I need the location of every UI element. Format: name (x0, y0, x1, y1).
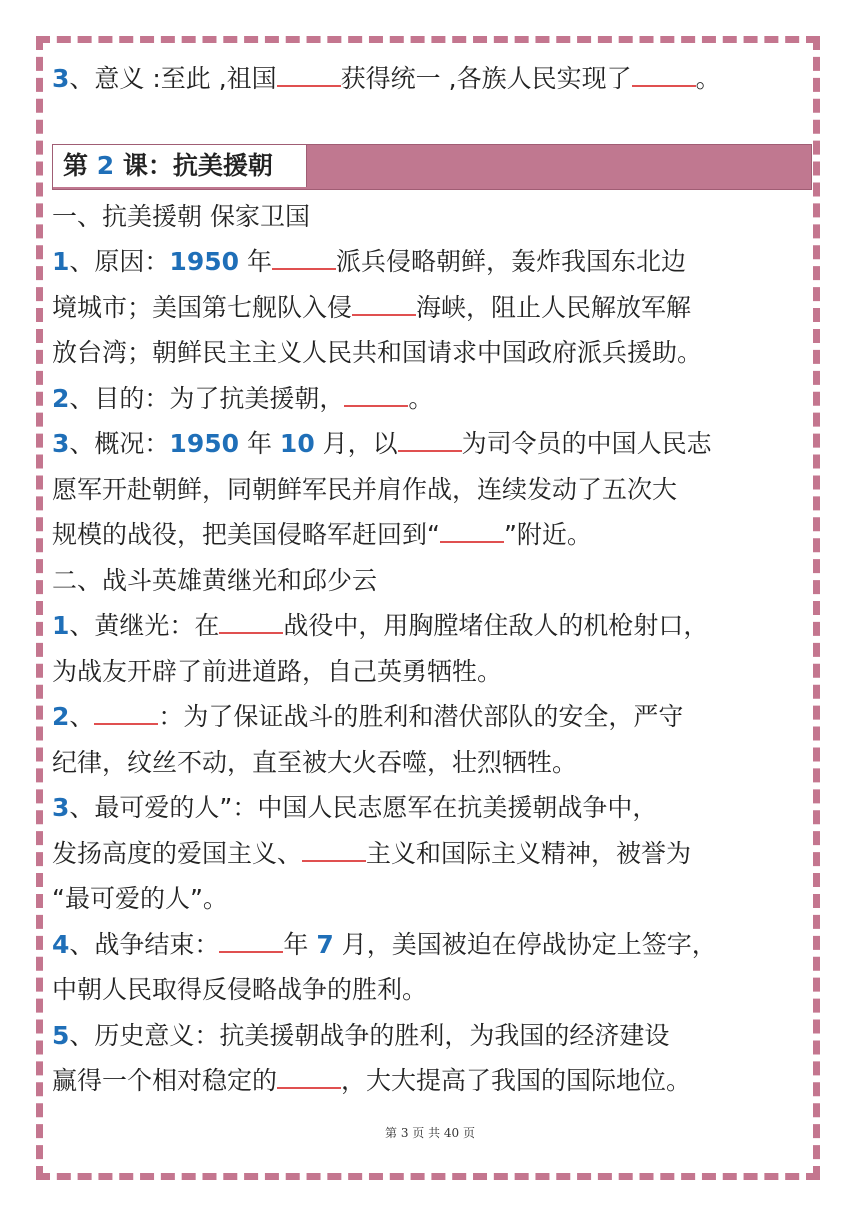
fill-blank[interactable] (277, 58, 341, 87)
fill-blank[interactable] (440, 514, 504, 543)
fill-blank[interactable] (302, 833, 366, 862)
item-most-lovable: 3、最可爱的人”：中国人民志愿军在抗美援朝战争中， (52, 793, 658, 822)
item-war-end: 4、战争结束： 年 7 月，美国被迫在停战协定上签字， (52, 922, 812, 968)
line-significance: 3、意义 :至此 ,祖国 获得统一 ,各族人民实现了 。 (52, 56, 812, 102)
fill-blank[interactable] (219, 924, 283, 953)
fill-blank[interactable] (352, 287, 416, 316)
fill-blank[interactable] (219, 605, 283, 634)
fill-blank[interactable] (632, 58, 696, 87)
page-footer: 第 3 页 共 40 页 (385, 1126, 475, 1140)
item-purpose: 2、目的：为了抗美援朝， 。 (52, 376, 812, 422)
lesson-title: 第 2 课：抗美援朝 (53, 145, 307, 187)
fill-blank[interactable] (94, 696, 158, 725)
fill-blank[interactable] (398, 423, 462, 452)
section-heading-2: 二、战斗英雄黄继光和邱少云 (52, 565, 378, 595)
fill-blank[interactable] (344, 378, 408, 407)
lesson-header-bar (52, 144, 812, 190)
item-qiu-shaoyun: 2、 ：为了保证战斗的胜利和潜伏部队的安全，严守 (52, 694, 812, 740)
item-significance: 5、历史意义：抗美援朝战争的胜利，为我国的经济建设 (52, 1020, 670, 1050)
section-heading-1: 一、抗美援朝 保家卫国 (52, 201, 310, 231)
item-cause: 1、原因：1950 年 派兵侵略朝鲜，轰炸我国东北边 (52, 239, 812, 285)
worksheet-content: 3、意义 :至此 ,祖国 获得统一 ,各族人民实现了 。 第 2 课：抗美援朝 一、抗美援朝 保家卫国 1、原因：1950 年 派兵侵略朝鲜，轰炸我国东北边 境城市；美国第七舰队入侵 海峡，阻止人民解放军解 放台湾；朝鲜民主主义人民共和国请求中国政府派兵援助。 2、目的：为了抗美援朝， 。 3、概况：1950 年 10 月，以 为司令员的中国人民志 愿军开赴朝鲜，同朝鲜军民并肩作战，连续发动了五次大 规模的战役，把美国侵略军赶回到“ ”附近。 二、战斗英雄黄继光和邱少云 1、黄继光：在 战役中，用胸膛堵住敌人的机枪射口， 为战友开辟了前进道路，自己英勇牺牲。 2、 ：为了保证战斗的胜利和潜伏部队的安全，严守 纪律，纹丝不动，直至被大火吞噬，壮烈牺牲。 3、最可爱的人”：中国人民志愿军在抗美援朝战争中， 发扬高度的爱国主义、 主义和国际主义精神，被誉为 “最可爱的人”。 4、战争结束： 年 7 月，美国被迫在停战协定上签字， 中朝人民取得反侵略战争的胜利。 5、历史意义：抗美援朝战争的胜利，为我国的经济建设 赢得一个相对稳定的 ，大大提高了我国的国际地位。 (52, 56, 812, 1104)
fill-blank[interactable] (277, 1060, 341, 1089)
item-huang-jiguang: 1、黄继光：在 战役中，用胸膛堵住敌人的机枪射口， (52, 603, 812, 649)
fill-blank[interactable] (272, 241, 336, 270)
item-overview: 3、概况：1950 年 10 月，以 为司令员的中国人民志 (52, 421, 812, 467)
